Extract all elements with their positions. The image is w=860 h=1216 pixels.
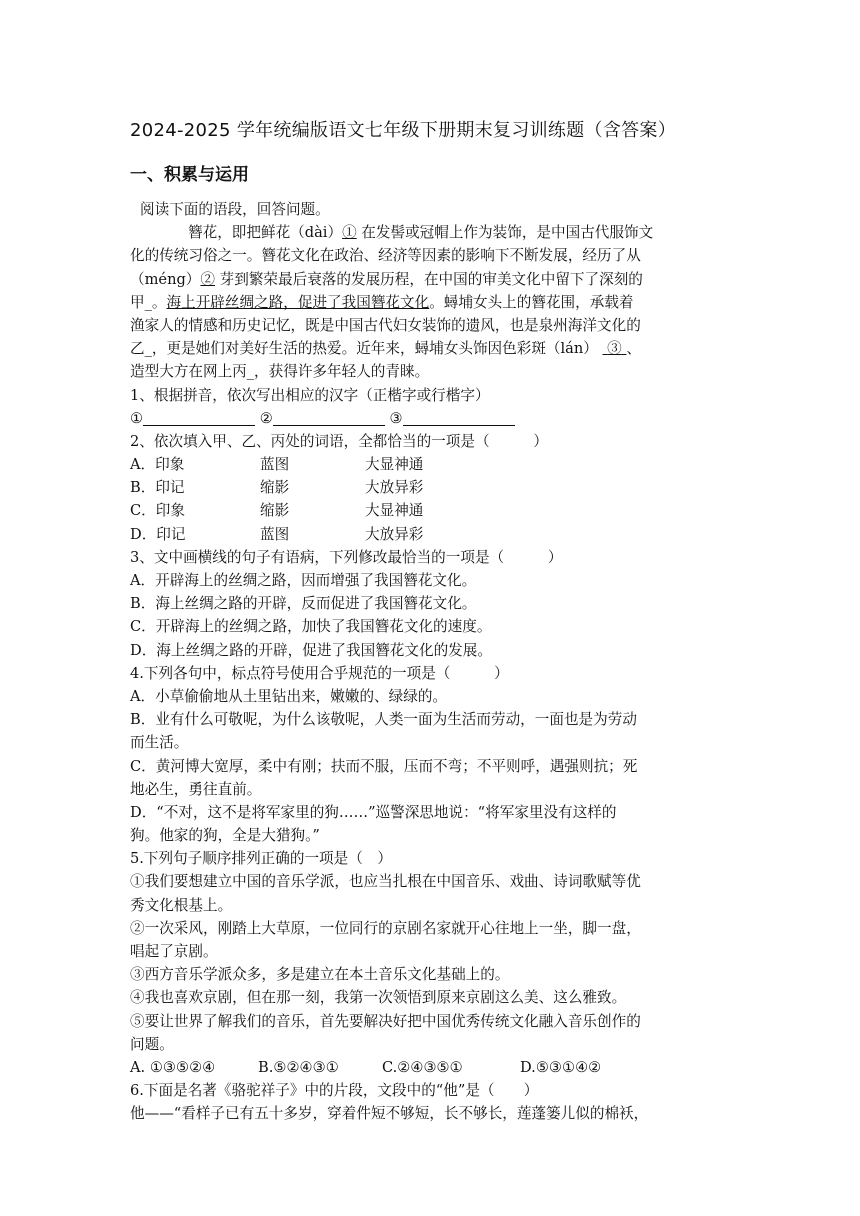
- sentence-line: ③西方音乐学派众多，多是建立在本土音乐文化基础上的。: [130, 966, 510, 984]
- sentence-line: 问题。: [130, 1035, 174, 1053]
- passage-line: 簪花，即把鲜花（dài）① 在发髻或冠帽上作为装饰，是中国古代服饰文: [188, 224, 654, 242]
- question-6-stem: 6.下面是名著《骆驼祥子》中的片段，文段中的“他”是（ ）: [130, 1082, 539, 1100]
- sentence-line: ④我也喜欢京剧，但在那一刻，我第一次领悟到原来京剧这么美、这么雅致。: [130, 989, 627, 1007]
- excerpt-line: 他——“看样子已有五十多岁，穿着件短不够短，长不够长，莲蓬篓儿似的棉袄，: [130, 1105, 649, 1123]
- option-line: D．“不对，这不是将军家里的狗……”巡警深思地说：“将军家里没有这样的: [130, 803, 617, 821]
- blank-marker: ③: [607, 340, 622, 358]
- answer-blank[interactable]: [143, 409, 255, 426]
- option-line: A．小草偷偷地从土里钻出来，嫩嫩的、绿绿的。: [130, 687, 448, 705]
- question-2-stem: 2、依次填入甲、乙、丙处的词语，全都恰当的一项是（ ）: [130, 432, 548, 450]
- passage-line: 造型大方在网上丙_，获得许多年轻人的青睐。: [130, 363, 430, 381]
- question-1-answer-blanks: ① ② ③: [130, 407, 730, 430]
- option-line: C．开辟海上的丝绸之路，加快了我国簪花文化的速度。: [130, 618, 492, 636]
- option-line: C．黄河博大宽厚，柔中有刚；扶而不服，压而不弯；不平则呼，遇强则抗；死: [130, 757, 638, 775]
- option-line: A．开辟海上的丝绸之路，因而增强了我国簪花文化。: [130, 572, 477, 589]
- section-heading: 一、积累与运用: [130, 165, 249, 185]
- option-line: B．业有什么可敬呢，为什么该敬呢，人类一面为生活而劳动，一面也是为劳动: [130, 711, 637, 729]
- question-4-stem: 4.下列各句中，标点符号使用合乎规范的一项是（ ）: [130, 664, 509, 682]
- option-row: B．印记 缩影 大放异彩: [130, 479, 424, 497]
- answer-blank[interactable]: [273, 409, 385, 426]
- passage-line: 化的传统习俗之一。簪花文化在政治、经济等因素的影响下不断发展，经历了从: [130, 247, 641, 265]
- passage-line: 渔家人的情感和历史记忆，既是中国古代妇女装饰的遗风，也是泉州海洋文化的: [130, 316, 641, 334]
- passage-line: （méng）② 芽到繁荣最后衰落的发展历程，在中国的审美文化中留下了深刻的: [130, 270, 643, 288]
- option-line: B．海上丝绸之路的开辟，反而促进了我国簪花文化。: [130, 595, 477, 613]
- option-row: A. ①③⑤②④ B.⑤②④③① C.②④③⑤① D.⑤③①④②: [130, 1058, 602, 1076]
- question-1-stem: 1、根据拼音，依次写出相应的汉字（正楷字或行楷字）: [130, 386, 490, 404]
- reading-passage: [130, 221, 730, 383]
- option-line: 而生活。: [130, 734, 189, 752]
- sentence-line: 唱起了京剧。: [130, 943, 218, 960]
- document-body: [130, 198, 730, 1126]
- blank-marker: ②: [200, 270, 216, 288]
- sentence-line: ②一次采风，刚踏上大草原，一位同行的京剧名家就开心往地上一坐，脚一盘，: [130, 919, 641, 937]
- blank-marker: ①: [342, 224, 357, 242]
- question-3-stem: 3、文中画横线的句子有语病，下列修改最恰当的一项是（ ）: [130, 548, 563, 566]
- sentence-line: ①我们要想建立中国的音乐学派，也应当扎根在中国音乐、戏曲、诗词歌赋等优: [130, 873, 641, 891]
- option-line: 地必生，勇往直前。: [130, 780, 262, 798]
- option-row: D．印记 蓝图 大放异彩: [130, 525, 424, 543]
- document-title: 2024-2025 学年统编版语文七年级下册期末复习训练题（含答案）: [130, 120, 677, 141]
- option-row: A．印象 蓝图 大显神通: [130, 456, 424, 474]
- sentence-line: ⑤要让世界了解我们的音乐，首先要解决好把中国优秀传统文化融入音乐创作的: [130, 1012, 641, 1030]
- question-5-stem: 5.下列句子顺序排列正确的一项是（ ）: [130, 850, 393, 868]
- intro-text: 阅读下面的语段，回答问题。: [140, 201, 330, 218]
- answer-blank[interactable]: [403, 409, 515, 426]
- option-row: C．印象 缩影 大显神通: [130, 502, 424, 520]
- option-line: 狗。他家的狗，全是大猎狗。”: [130, 827, 320, 845]
- passage-line: 甲_。海上开辟丝绸之路，促进了我国簪花文化。蟳埔女头上的簪花围，承载着: [130, 293, 634, 311]
- option-line: D．海上丝绸之路的开辟，促进了我国簪花文化的发展。: [130, 641, 492, 659]
- passage-line: 乙_，更是她们对美好生活的热爱。近年来，蟳埔女头饰因色彩斑（lán） ③ 、: [130, 340, 642, 358]
- underlined-faulty-sentence: 海上开辟丝绸之路，促进了我国簪花文化: [166, 293, 430, 311]
- sentence-line: 秀文化根基上。: [130, 896, 233, 914]
